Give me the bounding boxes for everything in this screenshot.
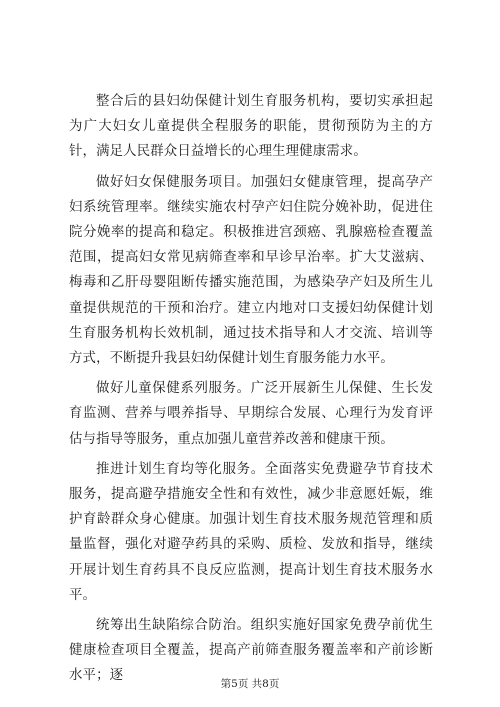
- paragraph-intro: 整合后的县妇幼保健计划生育服务机构，要切实承担起为广大妇女儿童提供全程服务的职能，贯彻预防为主的方针，满足人民群众日益增长的心理生理健康需求。: [69, 94, 433, 160]
- paragraph-birth-defects: 统筹出生缺陷综合防治。组织实施好国家免费孕前优生健康检查项目全覆盖，提高产前筛查服务覆盖率和产前诊断水平；逐: [69, 618, 433, 684]
- body-text: [69, 89, 433, 694]
- paragraph-family-planning: 推进计划生育均等化服务。全面落实免费避孕节育技术服务，提高避孕措施安全性和有效性，减少非意愿妊娠，维护育龄群众身心健康。加强计划生育技术服务规范管理和质量监督，强化对避孕药具的采购、质检、发放和指导，继续开展计划生育药具不良反应监测，提高计划生育技术服务水平。: [69, 461, 433, 603]
- page-number: 第5页 共8页: [220, 678, 280, 690]
- paragraph-women-health: 做好妇女保健服务项目。加强妇女健康管理，提高孕产妇系统管理率。继续实施农村孕产妇住院分娩补助，促进住院分娩率的提高和稳定。积极推进宫颈癌、乳腺癌检查覆盖范围，提高妇女常见病筛查率和早诊早治率。扩大艾滋病、梅毒和乙肝母婴阻断传播实施范围，为感染孕产妇及所生儿童提供规范的干预和治疗。建立内地对口支援妇幼保健计划生育服务机构长效机制，通过技术指导和人才交流、培训等方式，不断提升我县妇幼保健计划生育服务能力水平。: [69, 174, 433, 367]
- paragraph-child-health: 做好儿童保健系列服务。广泛开展新生儿保健、生长发育监测、营养与喂养指导、早期综合发展、心理行为发育评估与指导等服务，重点加强儿童营养改善和健康干预。: [69, 381, 433, 447]
